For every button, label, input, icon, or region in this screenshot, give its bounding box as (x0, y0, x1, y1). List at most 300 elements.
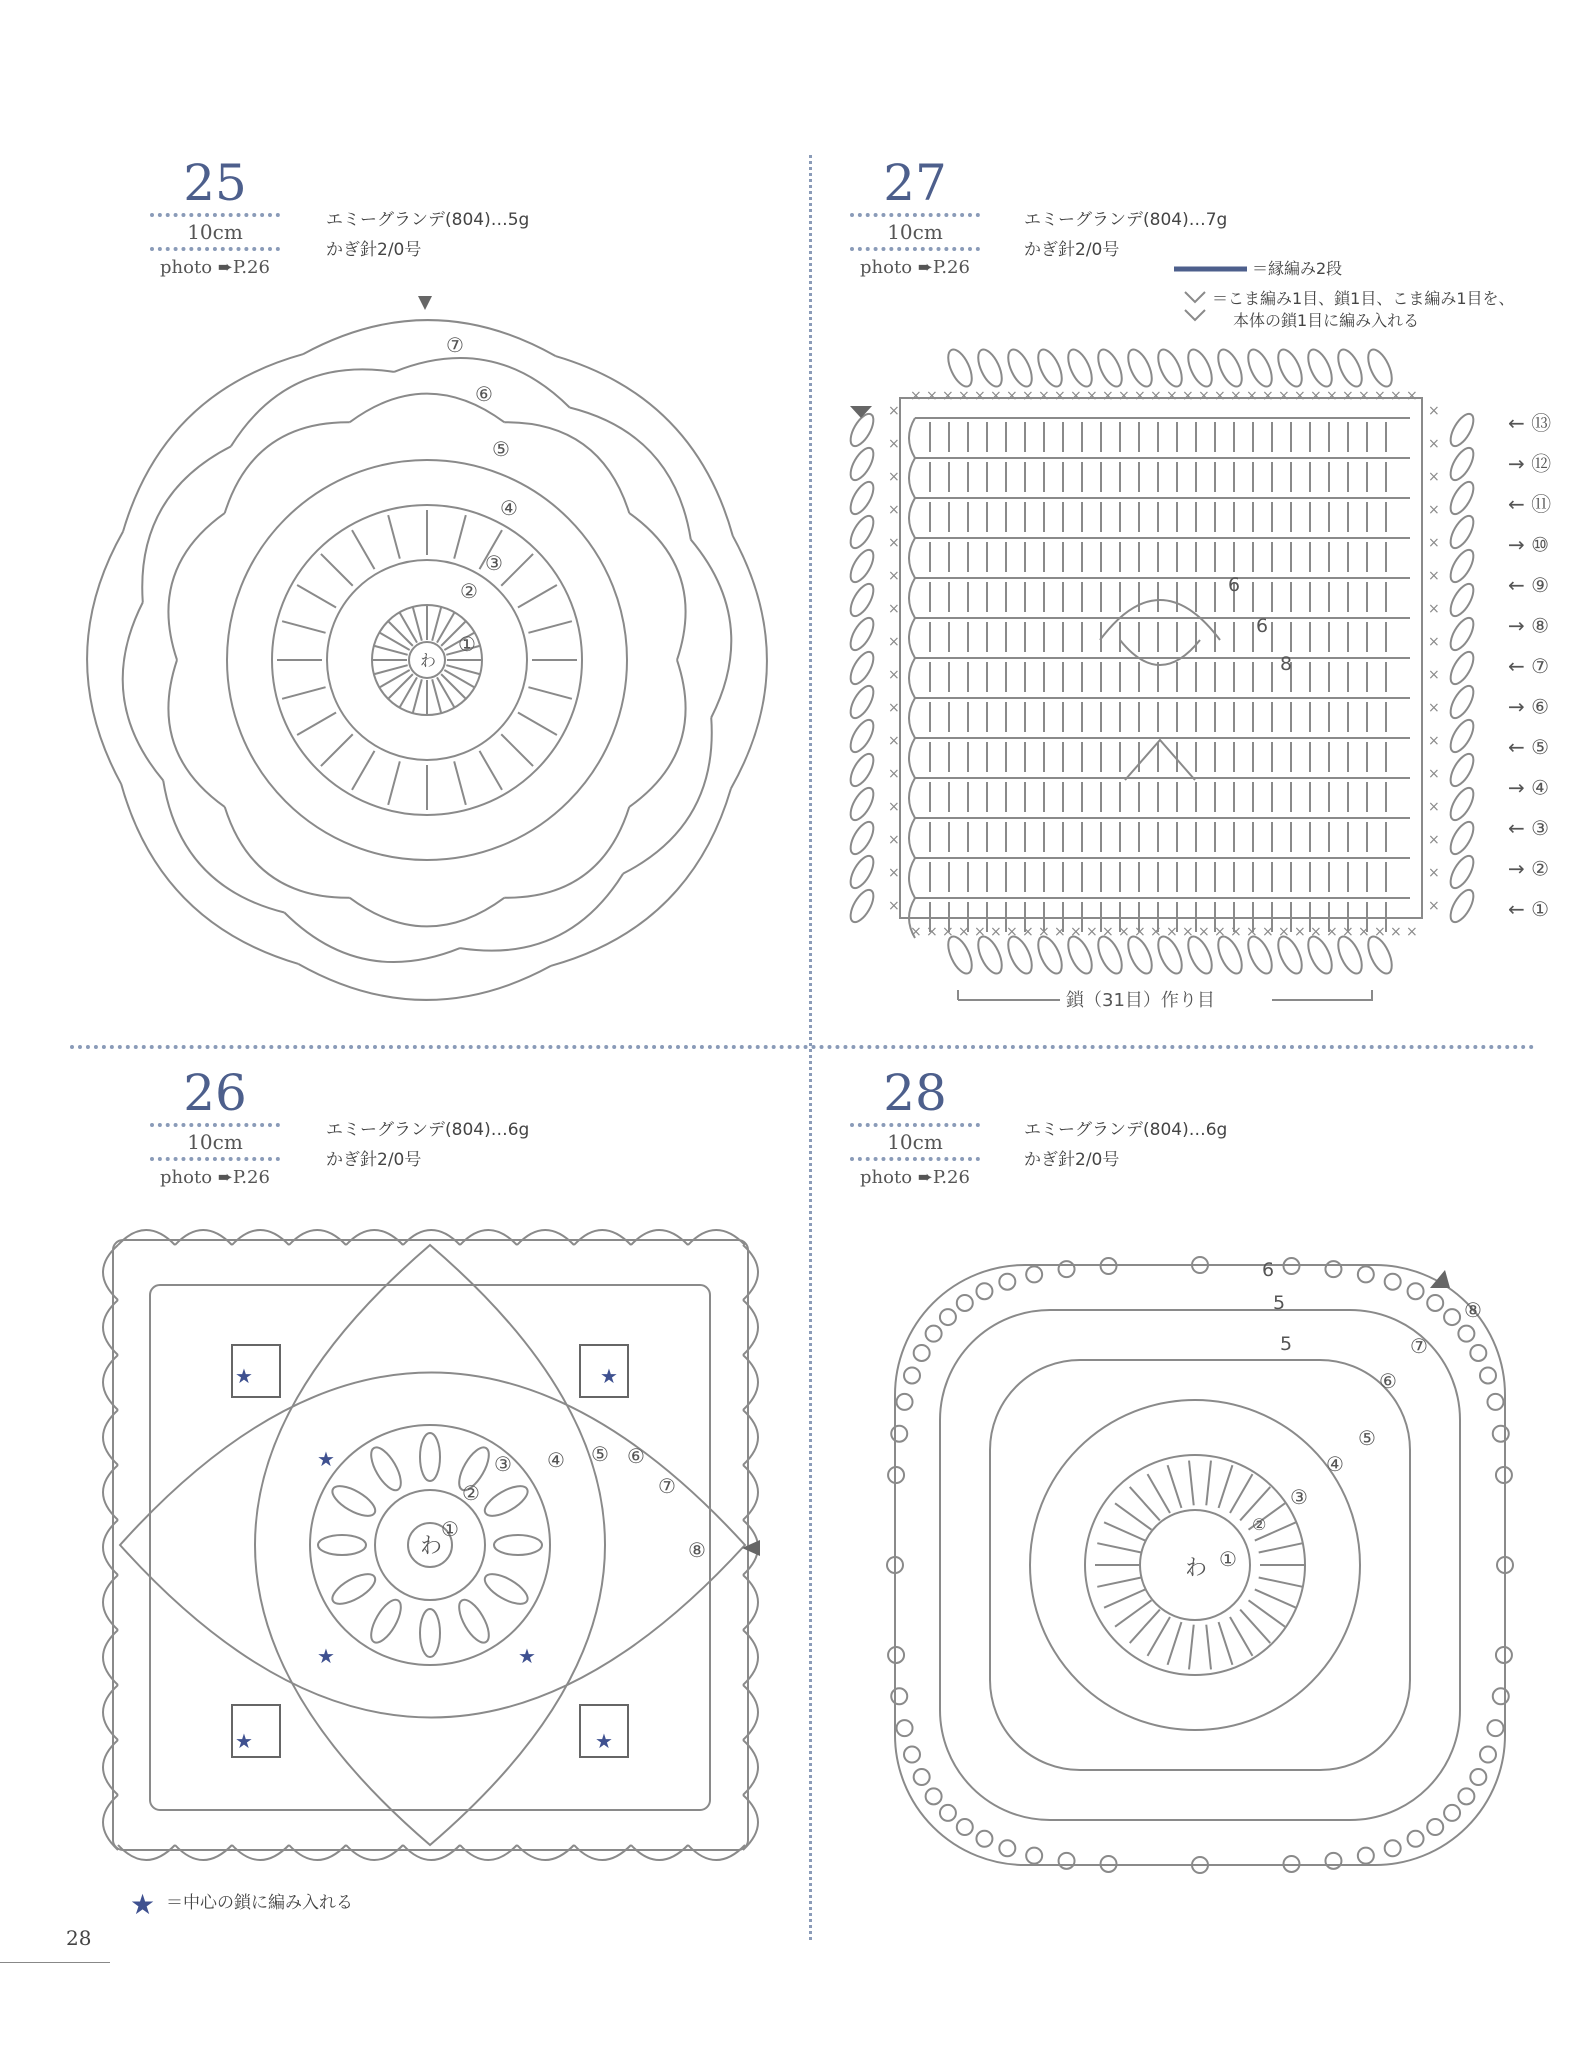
hook-info: かぎ針2/0号 (1024, 240, 1120, 260)
stitch-spoke (379, 633, 409, 651)
picot (1101, 1258, 1117, 1274)
picot (897, 1720, 913, 1736)
scallop (504, 807, 629, 898)
scallop (118, 1845, 175, 1860)
row-number: ← ⑪ (1508, 492, 1552, 516)
border-loop (1153, 346, 1186, 390)
sc-mark: × (1230, 388, 1242, 404)
stitch-spoke (321, 554, 353, 586)
petal (365, 1443, 406, 1495)
sc-mark: × (1150, 388, 1162, 404)
pattern-size: 10cm (187, 1130, 243, 1154)
sc-mark: × (1278, 388, 1290, 404)
border-loop (1446, 750, 1478, 789)
scallop (103, 1685, 118, 1740)
sc-mark: × (1006, 388, 1018, 404)
stitch-spoke (1189, 1625, 1194, 1670)
picot (1487, 1394, 1503, 1410)
petal (365, 1595, 406, 1647)
border-loop (846, 682, 878, 721)
row-number: → ② (1508, 856, 1550, 881)
border-loop (1446, 614, 1478, 653)
inner-label: 5 (1280, 1333, 1293, 1355)
star-marker: ★ (235, 1364, 253, 1388)
sc-mark: × (1086, 388, 1098, 404)
petal (480, 1568, 532, 1609)
scallop (103, 1520, 118, 1575)
row-line (909, 458, 1410, 498)
scallop (118, 1230, 175, 1245)
picot (891, 1688, 907, 1704)
stitch-spoke (437, 677, 455, 707)
stitch-spoke (400, 677, 418, 707)
stitch-spoke (1115, 1503, 1151, 1529)
scallop (517, 1230, 574, 1245)
picot (926, 1326, 942, 1342)
picot (940, 1805, 956, 1821)
svg-text:②: ② (460, 579, 478, 603)
scallop (460, 1845, 517, 1860)
sc-mark: × (1262, 388, 1274, 404)
stitch-spoke (400, 612, 418, 642)
svg-text:⑦: ⑦ (658, 1474, 676, 1498)
stitch-spoke (1259, 1577, 1303, 1586)
scallop (574, 1230, 631, 1245)
border-loop (1093, 346, 1126, 390)
row-number: → ⑩ (1508, 532, 1550, 557)
stitch-spoke (1219, 1465, 1233, 1508)
stitch-spoke (1259, 1543, 1303, 1552)
picot (1385, 1274, 1401, 1290)
yarn-info: エミーグランデ(804)…6g (1024, 1120, 1228, 1140)
row-line (909, 738, 1410, 778)
sc-mark: × (888, 766, 900, 782)
border-loop (1213, 346, 1246, 390)
sc-mark: × (888, 403, 900, 419)
sc-mark: × (974, 388, 986, 404)
sc-mark: × (942, 388, 954, 404)
scallop (346, 1845, 403, 1860)
row-number: ← ⑨ (1508, 573, 1550, 597)
sc-mark: × (1102, 388, 1114, 404)
sc-mark: × (1310, 924, 1322, 940)
picot (999, 1274, 1015, 1290)
scallop (743, 1465, 758, 1520)
picot (1458, 1326, 1474, 1342)
row-line (909, 618, 1410, 658)
inner-label: 6 (1256, 615, 1269, 637)
scallop (168, 513, 224, 660)
scallop (163, 780, 284, 912)
petal (480, 1480, 532, 1521)
stitch-spoke (1249, 1600, 1285, 1626)
row-number: ← ① (1508, 897, 1550, 921)
sc-mark: × (1118, 388, 1130, 404)
star-marker: ★ (600, 1364, 618, 1388)
border-loop (1446, 512, 1478, 551)
row-line (909, 498, 1410, 538)
border-loop (846, 852, 878, 891)
border-loop (846, 478, 878, 517)
sc-mark: × (1428, 436, 1440, 452)
stitch-spoke (1148, 1474, 1171, 1513)
border-loop (1446, 886, 1478, 925)
scallop (743, 1410, 758, 1465)
sc-mark: × (1428, 634, 1440, 650)
sc-mark: × (1294, 388, 1306, 404)
star-marker: ★ (317, 1644, 335, 1668)
row-number: → ④ (1508, 775, 1550, 800)
scallop (284, 913, 460, 963)
svg-text:①: ① (441, 1517, 459, 1541)
border-loop (1273, 346, 1306, 390)
sc-mark: × (888, 799, 900, 815)
picot (1026, 1266, 1042, 1282)
page-number: 28 (66, 1926, 92, 1950)
scallop (346, 1230, 403, 1245)
stitch-spoke (1130, 1610, 1160, 1643)
border-loop (1243, 346, 1276, 390)
stitch-spoke (480, 751, 503, 790)
stitch-spoke (1189, 1461, 1194, 1506)
petal (494, 1535, 542, 1555)
svg-text:⑤: ⑤ (1358, 1426, 1376, 1450)
stitch-spoke (1104, 1589, 1145, 1607)
svg-text:②: ② (1252, 1515, 1267, 1534)
scallop (731, 536, 767, 789)
row-line (909, 578, 1410, 618)
stitch-spoke (413, 679, 422, 713)
stitch-spoke (388, 515, 400, 558)
svg-text:③: ③ (494, 1452, 512, 1476)
scallop (743, 1300, 758, 1355)
row-lines (909, 418, 1410, 938)
yarn-info: エミーグランデ(804)…6g (326, 1120, 530, 1140)
stitch-spoke (388, 761, 400, 804)
scallop (631, 1230, 688, 1245)
sc-mark: × (1428, 403, 1440, 419)
stitch-spoke (1219, 1622, 1233, 1665)
scallop (175, 1230, 232, 1245)
scallop (103, 1355, 118, 1410)
picot (1059, 1261, 1075, 1277)
stitch-spoke (454, 515, 466, 558)
svg-text:④: ④ (500, 496, 518, 520)
row-numbers-27 (1508, 411, 1551, 921)
border-loop (846, 614, 878, 653)
center-label: わ (420, 651, 437, 670)
sc-mark: × (1150, 924, 1162, 940)
scallop (103, 1465, 118, 1520)
sc-mark: × (1374, 924, 1386, 940)
sc-mark: × (1294, 924, 1306, 940)
petal (328, 1480, 380, 1521)
scallop (225, 807, 350, 898)
border-loop (943, 346, 976, 390)
stitch-spoke (437, 612, 455, 642)
sc-mark: × (958, 924, 970, 940)
star-marker: ★ (317, 1447, 335, 1471)
foundation-label: 鎖（31目）作り目 (1066, 990, 1215, 1011)
sc-mark: × (1428, 535, 1440, 551)
scallop (350, 898, 505, 927)
sc-mark: × (1428, 568, 1440, 584)
sc-mark: × (1342, 924, 1354, 940)
border-loop (1446, 648, 1478, 687)
sc-mark: × (1038, 924, 1050, 940)
center-label: わ (420, 1534, 443, 1559)
stitch-spoke (1115, 1600, 1151, 1626)
picot (1458, 1788, 1474, 1804)
border-loop (846, 512, 878, 551)
scallop (743, 1355, 758, 1410)
sc-mark: × (1358, 388, 1370, 404)
border-loop (846, 818, 878, 857)
stitch-spoke (379, 670, 409, 688)
sc-mark: × (1070, 388, 1082, 404)
picot (1101, 1856, 1117, 1872)
picot (897, 1394, 913, 1410)
border-loop (846, 648, 878, 687)
svg-text:①: ① (458, 632, 476, 656)
sc-mark: × (1006, 924, 1018, 940)
stitch-spoke (1097, 1577, 1141, 1586)
stitch-spoke (501, 554, 533, 586)
sc-mark: × (1428, 469, 1440, 485)
row-line (909, 418, 1410, 458)
pattern-number: 28 (883, 1064, 947, 1122)
sc-mark: × (1374, 388, 1386, 404)
sc-mark: × (1118, 924, 1130, 940)
center-motif (1100, 600, 1220, 780)
sc-mark: × (1326, 924, 1338, 940)
sc-mark: × (1390, 924, 1402, 940)
border-loop (1446, 478, 1478, 517)
picot (1493, 1426, 1509, 1442)
picot (1444, 1309, 1460, 1325)
border-loop (846, 580, 878, 619)
row-number: ← ⑦ (1508, 654, 1550, 678)
sc-mark: × (1428, 700, 1440, 716)
picot (914, 1769, 930, 1785)
sc-mark: × (1086, 924, 1098, 940)
stitch-spoke (528, 687, 571, 699)
svg-text:⑥: ⑥ (627, 1444, 645, 1468)
border-loop (1446, 784, 1478, 823)
petal (318, 1535, 366, 1555)
start-marker (850, 406, 872, 418)
border-loop (1033, 346, 1066, 390)
border-loop (1446, 682, 1478, 721)
picot (1325, 1261, 1341, 1277)
sc-mark: × (926, 388, 938, 404)
scallop (303, 320, 556, 356)
sc-mark: × (888, 469, 900, 485)
stitch-spoke (374, 665, 408, 674)
stitch-spoke (388, 674, 413, 699)
round-numbers-28 (1219, 1298, 1482, 1571)
picot (1493, 1688, 1509, 1704)
svg-text:④: ④ (547, 1448, 565, 1472)
sc-mark: × (1246, 924, 1258, 940)
picot (976, 1831, 992, 1847)
picot (1059, 1853, 1075, 1869)
border-stitches (846, 346, 1478, 977)
hook-info: かぎ針2/0号 (326, 240, 422, 260)
stitch-spoke (282, 621, 325, 633)
picot (1427, 1819, 1443, 1835)
border-loop (1446, 716, 1478, 755)
border-loop (846, 750, 878, 789)
sc-mark: × (1326, 388, 1338, 404)
sc-mark: × (888, 898, 900, 914)
hook-info: かぎ針2/0号 (1024, 1150, 1120, 1170)
svg-text:①: ① (1219, 1547, 1237, 1571)
sc-mark: × (888, 733, 900, 749)
stitch-spoke (518, 585, 557, 608)
stitch-spoke (282, 687, 325, 699)
sc-mark: × (1428, 667, 1440, 683)
scallop (289, 1230, 346, 1245)
picot (1470, 1345, 1486, 1361)
photo-reference: photo ➨P.26 (860, 257, 970, 278)
sc-mark: × (1428, 766, 1440, 782)
row-number: ← ⑬ (1508, 411, 1552, 435)
scallop (103, 1630, 118, 1685)
sc-mark: × (1182, 924, 1194, 940)
scallop (123, 354, 303, 531)
border-loop (846, 546, 878, 585)
picot (1470, 1769, 1486, 1785)
sc-mark: × (1428, 865, 1440, 881)
sc-mark: × (888, 634, 900, 650)
stitch-spoke (446, 665, 480, 674)
sc-mark: × (1134, 924, 1146, 940)
edge-legend-text: ＝縁編み2段 (1252, 259, 1343, 278)
star-marker: ★ (518, 1644, 536, 1668)
sc-mark: × (1198, 388, 1210, 404)
picot (1385, 1840, 1401, 1856)
scallop (403, 1230, 460, 1245)
scallop (103, 1795, 118, 1850)
sc-mark: × (1262, 924, 1274, 940)
pattern-number: 25 (183, 154, 247, 212)
stitch-legend-line2: 本体の鎖1目に編み入れる (1233, 311, 1420, 330)
picot (1325, 1853, 1341, 1869)
picot (1480, 1747, 1496, 1763)
stitch-spoke (1130, 1487, 1160, 1520)
scallop (743, 1795, 758, 1850)
row-number: → ⑧ (1508, 613, 1550, 638)
sc-mark: × (1182, 388, 1194, 404)
picot (1408, 1283, 1424, 1299)
sc-mark: × (1214, 924, 1226, 940)
picot (914, 1345, 930, 1361)
svg-text:⑥: ⑥ (475, 382, 493, 406)
picot (1427, 1295, 1443, 1311)
border-loop (846, 886, 878, 925)
sc-mark: × (1022, 388, 1034, 404)
sc-mark: × (888, 832, 900, 848)
scallop (103, 1300, 118, 1355)
stitch-spoke (297, 713, 336, 736)
sc-mark: × (888, 601, 900, 617)
sc-mark: × (1278, 924, 1290, 940)
sc-mark: × (990, 388, 1002, 404)
scallop (743, 1575, 758, 1630)
sc-mark: × (1428, 502, 1440, 518)
row-line (909, 858, 1410, 898)
border-loop (846, 716, 878, 755)
stitch-spoke (1240, 1610, 1270, 1643)
stitch-spoke (1206, 1625, 1211, 1670)
star-legend-icon: ★ (130, 1888, 156, 1921)
border-loop (973, 346, 1006, 390)
picot (957, 1295, 973, 1311)
star-legend-text: ＝中心の鎖に編み入れる (166, 1893, 353, 1913)
row-number: ← ③ (1508, 816, 1550, 840)
svg-text:③: ③ (1290, 1485, 1308, 1509)
sc-mark: × (1166, 924, 1178, 940)
stitch-spoke (1148, 1617, 1171, 1656)
border-loop (1446, 444, 1478, 483)
sc-mark: × (1358, 924, 1370, 940)
pattern-number: 27 (883, 154, 947, 212)
scallop (123, 602, 163, 780)
picot (1283, 1856, 1299, 1872)
chart-27 (846, 346, 1478, 1000)
stitch-spoke (432, 679, 441, 713)
sc-mark: × (1342, 388, 1354, 404)
sc-mark: × (1428, 733, 1440, 749)
inner-label: 8 (1280, 653, 1293, 675)
sc-mark: × (1134, 388, 1146, 404)
stitch-spoke (528, 621, 571, 633)
stitch-spoke (441, 674, 466, 699)
picot (976, 1283, 992, 1299)
petal (328, 1568, 380, 1609)
svg-text:⑥: ⑥ (1379, 1369, 1397, 1393)
stitch-legend-symbol (1185, 292, 1205, 320)
scallop (629, 660, 685, 807)
stitch-spoke (454, 761, 466, 804)
petal (420, 1433, 440, 1481)
picot (999, 1840, 1015, 1856)
scallop (629, 513, 685, 660)
border-loop (1183, 346, 1216, 390)
sc-mark: × (1102, 924, 1114, 940)
yarn-info: エミーグランデ(804)…7g (1024, 210, 1228, 230)
border-loop (1333, 346, 1366, 390)
stitch-spoke (1168, 1622, 1182, 1665)
photo-reference: photo ➨P.26 (860, 1167, 970, 1188)
start-marker (742, 1540, 760, 1556)
sc-mark: × (1428, 799, 1440, 815)
sc-mark: × (888, 436, 900, 452)
border-loop (1123, 346, 1156, 390)
scallop (743, 1685, 758, 1740)
scallop (574, 1845, 631, 1860)
sc-mark: × (1406, 924, 1418, 940)
svg-text:⑤: ⑤ (492, 437, 510, 461)
scallop (142, 446, 231, 602)
scallop (168, 660, 224, 807)
sc-mark: × (1406, 388, 1418, 404)
picot (1496, 1467, 1512, 1483)
sc-mark: × (1166, 388, 1178, 404)
scallop (688, 1845, 745, 1860)
sc-mark: × (1428, 898, 1440, 914)
